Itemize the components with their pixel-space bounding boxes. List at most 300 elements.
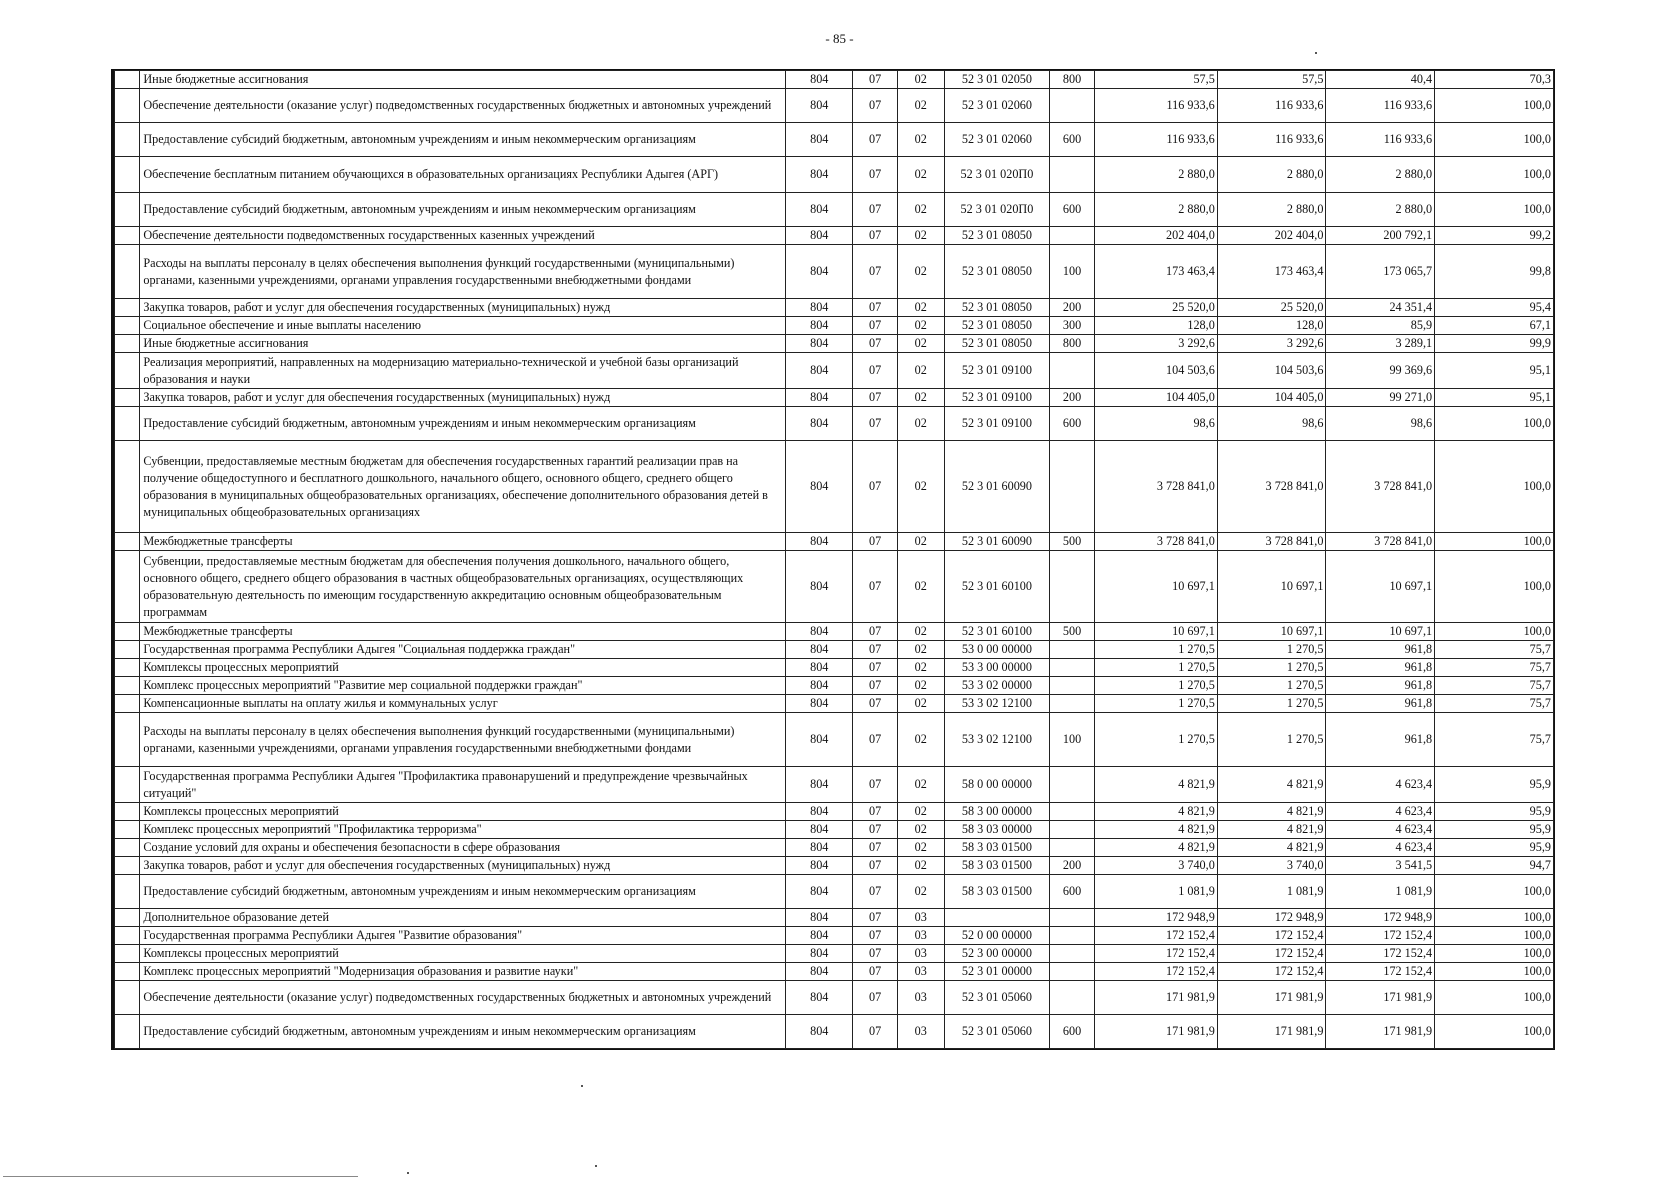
ved-code-cell: 804 (786, 677, 853, 695)
execution-percent-cell: 75,7 (1435, 659, 1554, 677)
ved-code-cell: 804 (786, 245, 853, 299)
item-name-cell: Закупка товаров, работ и услуг для обеспечения государственных (муниципальных) нужд (140, 857, 786, 875)
margin-cell (115, 945, 140, 963)
subsection-code-cell: 02 (897, 695, 944, 713)
margin-cell (115, 193, 140, 227)
table-row (115, 945, 1554, 963)
plan-value-cell: 3 292,6 (1094, 335, 1217, 353)
executed-value-cell: 4 623,4 (1326, 839, 1435, 857)
section-code-cell: 07 (853, 317, 898, 335)
item-name-cell: Дополнительное образование детей (140, 909, 786, 927)
table-row (115, 407, 1554, 441)
plan-value-cell: 1 081,9 (1094, 875, 1217, 909)
target-article-cell: 53 3 00 00000 (944, 659, 1050, 677)
execution-percent-cell: 100,0 (1435, 981, 1554, 1015)
margin-cell (115, 441, 140, 533)
section-code-cell: 07 (853, 353, 898, 389)
item-name-cell: Государственная программа Республики Адыгея "Профилактика правонарушений и предупреждение чрезвычайных ситуаций" (140, 767, 786, 803)
refined-plan-cell: 2 880,0 (1217, 193, 1326, 227)
refined-plan-cell: 172 152,4 (1217, 927, 1326, 945)
refined-plan-cell: 4 821,9 (1217, 767, 1326, 803)
budget-table-container (113, 69, 1555, 1050)
margin-cell (115, 245, 140, 299)
execution-percent-cell: 100,0 (1435, 945, 1554, 963)
plan-value-cell: 2 880,0 (1094, 157, 1217, 193)
table-row (115, 193, 1554, 227)
section-code-cell: 07 (853, 441, 898, 533)
target-article-cell: 52 3 01 08050 (944, 227, 1050, 245)
table-row (115, 909, 1554, 927)
executed-value-cell: 961,8 (1326, 677, 1435, 695)
execution-percent-cell: 95,9 (1435, 803, 1554, 821)
plan-value-cell: 202 404,0 (1094, 227, 1217, 245)
target-article-cell: 58 3 00 00000 (944, 803, 1050, 821)
section-code-cell: 07 (853, 299, 898, 317)
ved-code-cell: 804 (786, 945, 853, 963)
expense-type-cell (1050, 89, 1095, 123)
expense-type-cell (1050, 441, 1095, 533)
ved-code-cell: 804 (786, 389, 853, 407)
refined-plan-cell: 172 948,9 (1217, 909, 1326, 927)
execution-percent-cell: 100,0 (1435, 193, 1554, 227)
expense-type-cell: 200 (1050, 857, 1095, 875)
executed-value-cell: 172 152,4 (1326, 945, 1435, 963)
expense-type-cell: 200 (1050, 389, 1095, 407)
item-name-cell: Иные бюджетные ассигнования (140, 335, 786, 353)
execution-percent-cell: 75,7 (1435, 713, 1554, 767)
execution-percent-cell: 95,9 (1435, 839, 1554, 857)
executed-value-cell: 40,4 (1326, 71, 1435, 89)
executed-value-cell: 98,6 (1326, 407, 1435, 441)
executed-value-cell: 173 065,7 (1326, 245, 1435, 299)
plan-value-cell: 10 697,1 (1094, 551, 1217, 623)
item-name-cell: Комплексы процессных мероприятий (140, 659, 786, 677)
section-code-cell: 07 (853, 157, 898, 193)
item-name-cell: Предоставление субсидий бюджетным, автономным учреждениям и иным некоммерческим организациям (140, 407, 786, 441)
item-name-cell: Государственная программа Республики Адыгея "Социальная поддержка граждан" (140, 641, 786, 659)
ved-code-cell: 804 (786, 927, 853, 945)
executed-value-cell: 10 697,1 (1326, 623, 1435, 641)
refined-plan-cell: 25 520,0 (1217, 299, 1326, 317)
margin-cell (115, 857, 140, 875)
ved-code-cell: 804 (786, 1015, 853, 1049)
execution-percent-cell: 100,0 (1435, 927, 1554, 945)
subsection-code-cell: 02 (897, 317, 944, 335)
plan-value-cell: 172 152,4 (1094, 963, 1217, 981)
executed-value-cell: 3 728 841,0 (1326, 533, 1435, 551)
margin-cell (115, 927, 140, 945)
expense-type-cell (1050, 981, 1095, 1015)
executed-value-cell: 1 081,9 (1326, 875, 1435, 909)
plan-value-cell: 1 270,5 (1094, 695, 1217, 713)
item-name-cell: Государственная программа Республики Адыгея "Развитие образования" (140, 927, 786, 945)
margin-cell (115, 875, 140, 909)
ved-code-cell: 804 (786, 533, 853, 551)
target-article-cell: 52 3 01 02050 (944, 71, 1050, 89)
section-code-cell: 07 (853, 533, 898, 551)
item-name-cell: Обеспечение деятельности (оказание услуг) подведомственных государственных бюджетных и автономных учреждений (140, 981, 786, 1015)
ved-code-cell: 804 (786, 695, 853, 713)
section-code-cell: 07 (853, 551, 898, 623)
item-name-cell: Комплекс процессных мероприятий "Профилактика терроризма" (140, 821, 786, 839)
expense-type-cell (1050, 839, 1095, 857)
expense-type-cell: 800 (1050, 71, 1095, 89)
expense-type-cell (1050, 963, 1095, 981)
subsection-code-cell: 02 (897, 123, 944, 157)
item-name-cell: Иные бюджетные ассигнования (140, 71, 786, 89)
execution-percent-cell: 100,0 (1435, 123, 1554, 157)
plan-value-cell: 116 933,6 (1094, 89, 1217, 123)
refined-plan-cell: 3 292,6 (1217, 335, 1326, 353)
expense-type-cell (1050, 945, 1095, 963)
section-code-cell: 07 (853, 875, 898, 909)
item-name-cell: Предоставление субсидий бюджетным, автономным учреждениям и иным некоммерческим организациям (140, 1015, 786, 1049)
refined-plan-cell: 57,5 (1217, 71, 1326, 89)
table-row (115, 389, 1554, 407)
expense-type-cell: 500 (1050, 623, 1095, 641)
refined-plan-cell: 3 728 841,0 (1217, 533, 1326, 551)
subsection-code-cell: 02 (897, 71, 944, 89)
target-article-cell: 52 3 01 02060 (944, 123, 1050, 157)
table-row (115, 89, 1554, 123)
ved-code-cell: 804 (786, 227, 853, 245)
margin-cell (115, 533, 140, 551)
item-name-cell: Создание условий для охраны и обеспечения безопасности в сфере образования (140, 839, 786, 857)
plan-value-cell: 4 821,9 (1094, 821, 1217, 839)
target-article-cell: 58 3 03 01500 (944, 857, 1050, 875)
executed-value-cell: 4 623,4 (1326, 803, 1435, 821)
item-name-cell: Реализация мероприятий, направленных на модернизацию материально-технической и учебной базы организаций образования и науки (140, 353, 786, 389)
subsection-code-cell: 02 (897, 299, 944, 317)
ved-code-cell: 804 (786, 713, 853, 767)
item-name-cell: Расходы на выплаты персоналу в целях обеспечения выполнения функций государственными (муниципальными) органами, казенными учреждениями, органами управления государственными внебюджетными фондами (140, 245, 786, 299)
plan-value-cell: 4 821,9 (1094, 803, 1217, 821)
executed-value-cell: 172 948,9 (1326, 909, 1435, 927)
subsection-code-cell: 02 (897, 803, 944, 821)
subsection-code-cell: 02 (897, 713, 944, 767)
expense-type-cell (1050, 157, 1095, 193)
section-code-cell: 07 (853, 767, 898, 803)
subsection-code-cell: 02 (897, 659, 944, 677)
plan-value-cell: 1 270,5 (1094, 641, 1217, 659)
plan-value-cell: 116 933,6 (1094, 123, 1217, 157)
item-name-cell: Субвенции, предоставляемые местным бюджетам для обеспечения получения дошкольного, начального общего, основного общего, среднего общего образования в частных общеобразовательных организациях, осуществляющих образовательную деятельность по имеющим государственную аккредитацию основным общеобразовательным программам (140, 551, 786, 623)
refined-plan-cell: 104 405,0 (1217, 389, 1326, 407)
table-row (115, 533, 1554, 551)
item-name-cell: Компенсационные выплаты на оплату жилья и коммунальных услуг (140, 695, 786, 713)
target-article-cell: 52 3 01 60100 (944, 623, 1050, 641)
target-article-cell: 52 3 01 60100 (944, 551, 1050, 623)
margin-cell (115, 551, 140, 623)
target-article-cell: 52 3 01 08050 (944, 245, 1050, 299)
subsection-code-cell: 02 (897, 767, 944, 803)
executed-value-cell: 4 623,4 (1326, 821, 1435, 839)
margin-cell (115, 821, 140, 839)
execution-percent-cell: 100,0 (1435, 533, 1554, 551)
item-name-cell: Комплексы процессных мероприятий (140, 803, 786, 821)
item-name-cell: Предоставление субсидий бюджетным, автономным учреждениям и иным некоммерческим организациям (140, 875, 786, 909)
margin-cell (115, 299, 140, 317)
plan-value-cell: 171 981,9 (1094, 981, 1217, 1015)
item-name-cell: Предоставление субсидий бюджетным, автономным учреждениям и иным некоммерческим организациям (140, 123, 786, 157)
scan-speck (1315, 52, 1317, 54)
subsection-code-cell: 02 (897, 89, 944, 123)
refined-plan-cell: 3 728 841,0 (1217, 441, 1326, 533)
plan-value-cell: 2 880,0 (1094, 193, 1217, 227)
section-code-cell: 07 (853, 227, 898, 245)
subsection-code-cell: 03 (897, 981, 944, 1015)
subsection-code-cell: 02 (897, 441, 944, 533)
target-article-cell: 52 0 00 00000 (944, 927, 1050, 945)
subsection-code-cell: 02 (897, 839, 944, 857)
expense-type-cell (1050, 353, 1095, 389)
table-row (115, 821, 1554, 839)
expense-type-cell (1050, 659, 1095, 677)
ved-code-cell: 804 (786, 157, 853, 193)
subsection-code-cell: 02 (897, 677, 944, 695)
expense-type-cell: 600 (1050, 407, 1095, 441)
expense-type-cell (1050, 909, 1095, 927)
refined-plan-cell: 171 981,9 (1217, 1015, 1326, 1049)
section-code-cell: 07 (853, 389, 898, 407)
table-body (115, 71, 1554, 1049)
margin-cell (115, 407, 140, 441)
expense-type-cell (1050, 803, 1095, 821)
executed-value-cell: 10 697,1 (1326, 551, 1435, 623)
refined-plan-cell: 3 740,0 (1217, 857, 1326, 875)
item-name-cell: Расходы на выплаты персоналу в целях обеспечения выполнения функций государственными (муниципальными) органами, казенными учреждениями, органами управления государственными внебюджетными фондами (140, 713, 786, 767)
executed-value-cell: 172 152,4 (1326, 963, 1435, 981)
section-code-cell: 07 (853, 245, 898, 299)
margin-cell (115, 677, 140, 695)
table-row (115, 713, 1554, 767)
ved-code-cell: 804 (786, 89, 853, 123)
table-row (115, 299, 1554, 317)
scan-speck (407, 1172, 409, 1174)
executed-value-cell: 961,8 (1326, 713, 1435, 767)
subsection-code-cell: 03 (897, 927, 944, 945)
ved-code-cell: 804 (786, 299, 853, 317)
target-article-cell: 52 3 01 08050 (944, 335, 1050, 353)
subsection-code-cell: 02 (897, 245, 944, 299)
subsection-code-cell: 03 (897, 963, 944, 981)
target-article-cell: 53 3 02 00000 (944, 677, 1050, 695)
plan-value-cell: 98,6 (1094, 407, 1217, 441)
subsection-code-cell: 02 (897, 875, 944, 909)
table-row (115, 71, 1554, 89)
scan-speck (581, 1085, 583, 1087)
table-row (115, 551, 1554, 623)
margin-cell (115, 227, 140, 245)
executed-value-cell: 3 728 841,0 (1326, 441, 1435, 533)
expense-type-cell: 600 (1050, 123, 1095, 157)
executed-value-cell: 2 880,0 (1326, 157, 1435, 193)
section-code-cell: 07 (853, 857, 898, 875)
executed-value-cell: 172 152,4 (1326, 927, 1435, 945)
target-article-cell: 52 3 01 09100 (944, 353, 1050, 389)
item-name-cell: Комплексы процессных мероприятий (140, 945, 786, 963)
table-row (115, 1015, 1554, 1049)
execution-percent-cell: 100,0 (1435, 441, 1554, 533)
subsection-code-cell: 02 (897, 821, 944, 839)
executed-value-cell: 99 271,0 (1326, 389, 1435, 407)
table-row (115, 441, 1554, 533)
budget-table (114, 70, 1554, 1049)
section-code-cell: 07 (853, 123, 898, 157)
target-article-cell: 58 3 03 01500 (944, 875, 1050, 909)
margin-cell (115, 767, 140, 803)
subsection-code-cell: 02 (897, 407, 944, 441)
ved-code-cell: 804 (786, 335, 853, 353)
execution-percent-cell: 99,9 (1435, 335, 1554, 353)
ved-code-cell: 804 (786, 909, 853, 927)
execution-percent-cell: 95,1 (1435, 353, 1554, 389)
ved-code-cell: 804 (786, 407, 853, 441)
plan-value-cell: 172 152,4 (1094, 945, 1217, 963)
item-name-cell: Социальное обеспечение и иные выплаты населению (140, 317, 786, 335)
item-name-cell: Обеспечение деятельности (оказание услуг) подведомственных государственных бюджетных и автономных учреждений (140, 89, 786, 123)
plan-value-cell: 104 503,6 (1094, 353, 1217, 389)
table-row (115, 695, 1554, 713)
section-code-cell: 07 (853, 677, 898, 695)
refined-plan-cell: 116 933,6 (1217, 123, 1326, 157)
execution-percent-cell: 100,0 (1435, 157, 1554, 193)
refined-plan-cell: 4 821,9 (1217, 803, 1326, 821)
subsection-code-cell: 02 (897, 641, 944, 659)
refined-plan-cell: 1 081,9 (1217, 875, 1326, 909)
execution-percent-cell: 95,1 (1435, 389, 1554, 407)
ved-code-cell: 804 (786, 71, 853, 89)
expense-type-cell: 500 (1050, 533, 1095, 551)
item-name-cell: Комплекс процессных мероприятий "Модернизация образования и развитие науки" (140, 963, 786, 981)
executed-value-cell: 24 351,4 (1326, 299, 1435, 317)
table-row (115, 963, 1554, 981)
execution-percent-cell: 100,0 (1435, 875, 1554, 909)
target-article-cell: 52 3 01 60090 (944, 533, 1050, 551)
expense-type-cell: 200 (1050, 299, 1095, 317)
section-code-cell: 07 (853, 695, 898, 713)
ved-code-cell: 804 (786, 641, 853, 659)
refined-plan-cell: 4 821,9 (1217, 821, 1326, 839)
subsection-code-cell: 02 (897, 389, 944, 407)
subsection-code-cell: 02 (897, 335, 944, 353)
ved-code-cell: 804 (786, 963, 853, 981)
subsection-code-cell: 02 (897, 227, 944, 245)
table-row (115, 767, 1554, 803)
expense-type-cell: 100 (1050, 245, 1095, 299)
plan-value-cell: 57,5 (1094, 71, 1217, 89)
execution-percent-cell: 100,0 (1435, 909, 1554, 927)
refined-plan-cell: 10 697,1 (1217, 551, 1326, 623)
item-name-cell: Комплекс процессных мероприятий "Развитие мер социальной поддержки граждан" (140, 677, 786, 695)
table-row (115, 245, 1554, 299)
expense-type-cell: 300 (1050, 317, 1095, 335)
plan-value-cell: 10 697,1 (1094, 623, 1217, 641)
execution-percent-cell: 100,0 (1435, 1015, 1554, 1049)
target-article-cell: 52 3 01 08050 (944, 317, 1050, 335)
margin-cell (115, 1015, 140, 1049)
table-row (115, 839, 1554, 857)
ved-code-cell: 804 (786, 767, 853, 803)
refined-plan-cell: 128,0 (1217, 317, 1326, 335)
refined-plan-cell: 10 697,1 (1217, 623, 1326, 641)
margin-cell (115, 623, 140, 641)
ved-code-cell: 804 (786, 317, 853, 335)
target-article-cell: 52 3 01 05060 (944, 981, 1050, 1015)
expense-type-cell: 600 (1050, 875, 1095, 909)
ved-code-cell: 804 (786, 659, 853, 677)
refined-plan-cell: 1 270,5 (1217, 659, 1326, 677)
margin-cell (115, 89, 140, 123)
subsection-code-cell: 03 (897, 1015, 944, 1049)
expense-type-cell (1050, 227, 1095, 245)
ved-code-cell: 804 (786, 875, 853, 909)
ved-code-cell: 804 (786, 123, 853, 157)
executed-value-cell: 85,9 (1326, 317, 1435, 335)
executed-value-cell: 99 369,6 (1326, 353, 1435, 389)
item-name-cell: Субвенции, предоставляемые местным бюджетам для обеспечения государственных гарантий реализации прав на получение общедоступного и бесплатного дошкольного, начального общего, основного общего, среднего общего образования в муниципальных общеобразовательных организациях, обеспечение дополнительного образования детей в муниципальных общеобразовательных организациях (140, 441, 786, 533)
section-code-cell: 07 (853, 71, 898, 89)
margin-cell (115, 71, 140, 89)
section-code-cell: 07 (853, 89, 898, 123)
section-code-cell: 07 (853, 963, 898, 981)
executed-value-cell: 961,8 (1326, 659, 1435, 677)
margin-cell (115, 695, 140, 713)
item-name-cell: Предоставление субсидий бюджетным, автономным учреждениям и иным некоммерческим организациям (140, 193, 786, 227)
table-row (115, 677, 1554, 695)
section-code-cell: 07 (853, 1015, 898, 1049)
subsection-code-cell: 02 (897, 193, 944, 227)
plan-value-cell: 4 821,9 (1094, 839, 1217, 857)
item-name-cell: Обеспечение деятельности подведомственных государственных казенных учреждений (140, 227, 786, 245)
ved-code-cell: 804 (786, 857, 853, 875)
item-name-cell: Обеспечение бесплатным питанием обучающихся в образовательных организациях Республики Адыгея (АРГ) (140, 157, 786, 193)
expense-type-cell: 100 (1050, 713, 1095, 767)
item-name-cell: Межбюджетные трансферты (140, 623, 786, 641)
section-code-cell: 07 (853, 407, 898, 441)
subsection-code-cell: 02 (897, 533, 944, 551)
expense-type-cell (1050, 677, 1095, 695)
execution-percent-cell: 100,0 (1435, 963, 1554, 981)
table-row (115, 659, 1554, 677)
margin-cell (115, 123, 140, 157)
section-code-cell: 07 (853, 927, 898, 945)
plan-value-cell: 1 270,5 (1094, 677, 1217, 695)
plan-value-cell: 171 981,9 (1094, 1015, 1217, 1049)
margin-cell (115, 909, 140, 927)
execution-percent-cell: 94,7 (1435, 857, 1554, 875)
table-row (115, 927, 1554, 945)
target-article-cell: 52 3 01 05060 (944, 1015, 1050, 1049)
target-article-cell: 58 3 03 01500 (944, 839, 1050, 857)
refined-plan-cell: 1 270,5 (1217, 695, 1326, 713)
expense-type-cell (1050, 821, 1095, 839)
expense-type-cell (1050, 927, 1095, 945)
item-name-cell: Межбюджетные трансферты (140, 533, 786, 551)
plan-value-cell: 25 520,0 (1094, 299, 1217, 317)
margin-cell (115, 317, 140, 335)
plan-value-cell: 104 405,0 (1094, 389, 1217, 407)
section-code-cell: 07 (853, 335, 898, 353)
expense-type-cell (1050, 767, 1095, 803)
table-row (115, 623, 1554, 641)
target-article-cell: 58 3 03 00000 (944, 821, 1050, 839)
margin-cell (115, 641, 140, 659)
execution-percent-cell: 99,8 (1435, 245, 1554, 299)
execution-percent-cell: 95,9 (1435, 821, 1554, 839)
execution-percent-cell: 75,7 (1435, 641, 1554, 659)
target-article-cell: 53 3 02 12100 (944, 713, 1050, 767)
